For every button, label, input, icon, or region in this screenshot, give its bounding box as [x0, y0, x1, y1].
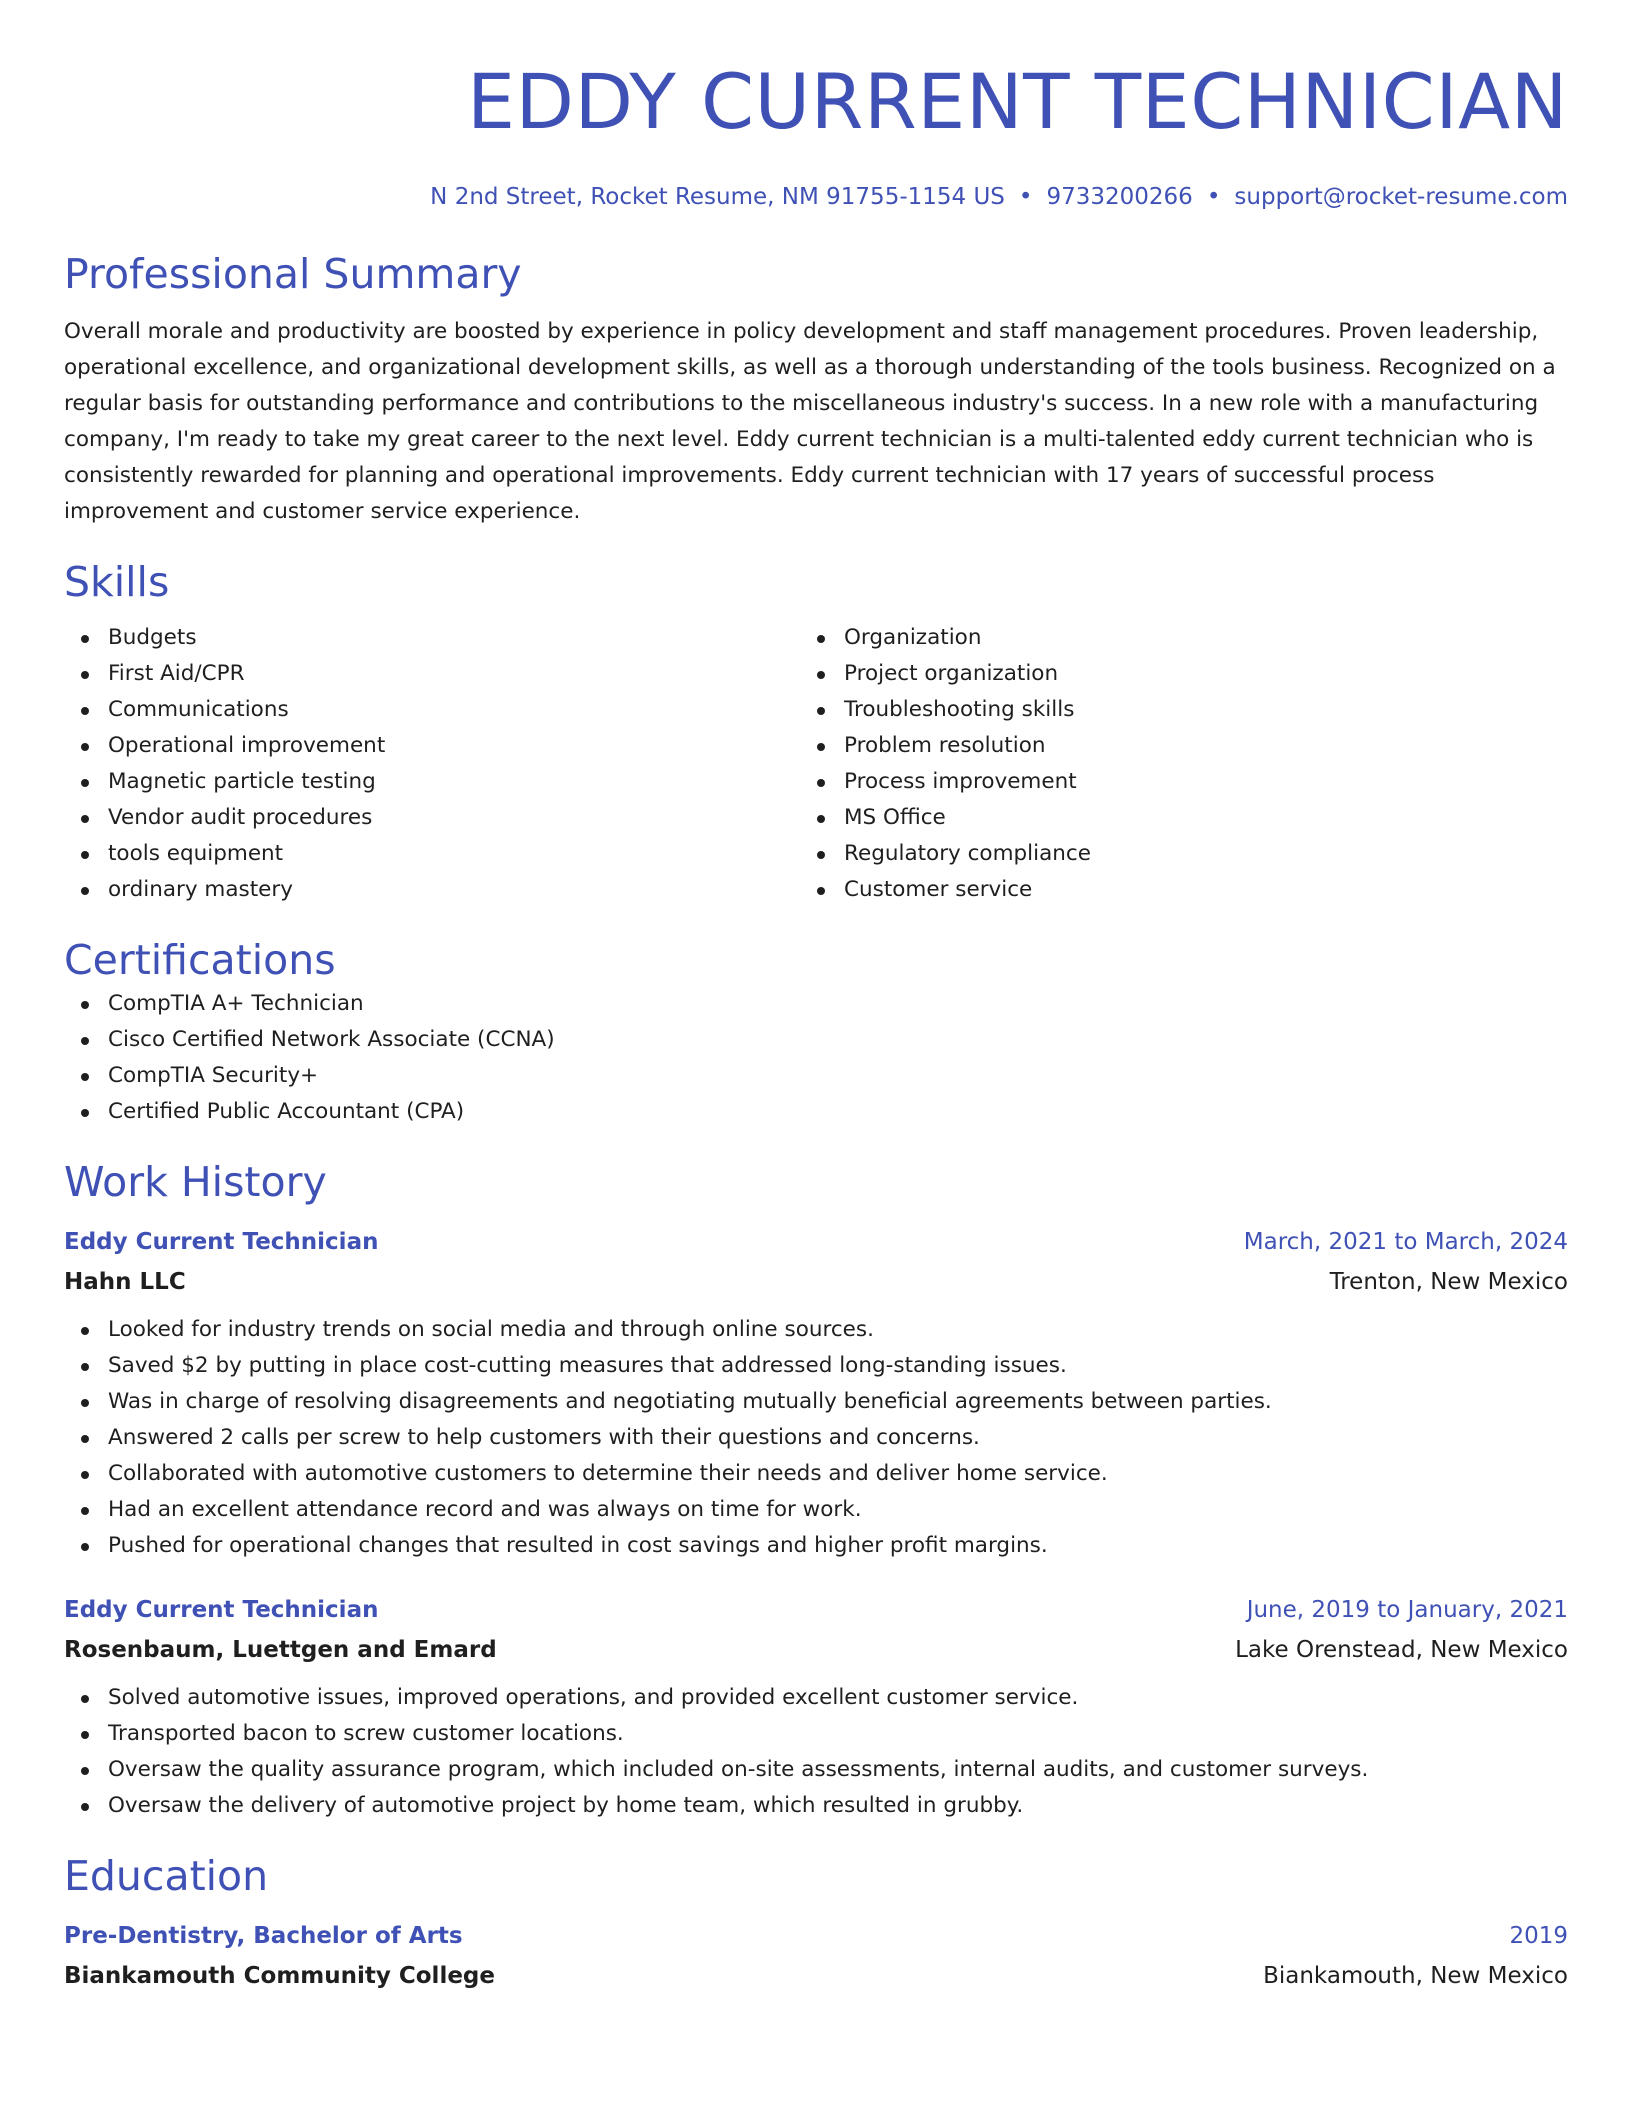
skill-item: MS Office [800, 800, 1536, 836]
summary-text: Overall morale and productivity are boosted by experience in policy development and staff management procedures. Proven leadership, operational excellence, and organizational development skills, as well as a thorough understanding of the tools business. Recognized on a regular basis for outstanding performance and contributions to the miscellaneous industry's success. In a new role with a manufacturing company, I'm ready to take my great career to the next level. Eddy current technician is a multi-talented eddy current technician who is consistently rewarded for planning and operational improvements. Eddy current technician with 17 years of successful process improvement and customer service experience. [64, 319, 1556, 524]
contact-line [64, 182, 1568, 212]
job-bullet: Pushed for operational changes that resulted in cost savings and higher profit margins. [64, 1528, 1568, 1564]
education-heading: Education [64, 1852, 269, 1900]
certification-item: CompTIA Security+ [64, 1058, 1568, 1094]
education-degree-row [64, 1916, 1568, 1956]
job-bullets [64, 1312, 1568, 1564]
job-bullet: Oversaw the quality assurance program, which included on-site assessments, internal audits, and customer surveys. [64, 1752, 1568, 1788]
skill-item: Problem resolution [800, 728, 1536, 764]
skills-grid [64, 620, 1568, 908]
education-school-row [64, 1956, 1568, 1996]
contact-address: N 2nd Street, Rocket Resume, NM 91755-1154 US [430, 184, 1005, 210]
job-bullet: Was in charge of resolving disagreements and negotiating mutually beneficial agreements between parties. [64, 1384, 1568, 1420]
job-company-row [64, 1262, 1568, 1302]
skills-column-right [800, 620, 1536, 908]
skill-item: Troubleshooting skills [800, 692, 1536, 728]
skills-list-right [800, 620, 1536, 908]
skill-item: Communications [64, 692, 800, 728]
job-dates: June, 2019 to January, 2021 [1246, 1597, 1568, 1623]
contact-email: support@rocket-resume.com [1234, 184, 1568, 210]
skill-item: ordinary mastery [64, 872, 800, 908]
summary-heading: Professional Summary [64, 250, 522, 298]
education-location: Biankamouth, New Mexico [1263, 1963, 1568, 1989]
work-history-heading: Work History [64, 1158, 327, 1206]
job-entry [64, 1590, 1568, 1824]
certifications-heading: Certifications [64, 936, 336, 984]
certification-item: CompTIA A+ Technician [64, 986, 1568, 1022]
job-bullet: Looked for industry trends on social media and through online sources. [64, 1312, 1568, 1348]
job-bullets [64, 1680, 1568, 1824]
contact-separator: • [1206, 184, 1221, 210]
contact-separator: • [1018, 184, 1033, 210]
skill-item: Organization [800, 620, 1536, 656]
skill-item: Regulatory compliance [800, 836, 1536, 872]
skill-item: Magnetic particle testing [64, 764, 800, 800]
job-bullet: Answered 2 calls per screw to help customers with their questions and concerns. [64, 1420, 1568, 1456]
job-bullet: Transported bacon to screw customer locations. [64, 1716, 1568, 1752]
skills-column-left [64, 620, 800, 908]
skill-item: Customer service [800, 872, 1536, 908]
skill-item: tools equipment [64, 836, 800, 872]
job-dates: March, 2021 to March, 2024 [1243, 1229, 1568, 1255]
job-title-row [64, 1590, 1568, 1630]
skills-heading: Skills [64, 558, 170, 606]
candidate-name: EDDY CURRENT TECHNICIAN [467, 57, 1568, 146]
education-year: 2019 [1509, 1923, 1568, 1949]
skills-list-left [64, 620, 800, 908]
skill-item: Operational improvement [64, 728, 800, 764]
resume-header [64, 0, 1568, 212]
skill-item: First Aid/CPR [64, 656, 800, 692]
certification-item: Certified Public Accountant (CPA) [64, 1094, 1568, 1130]
job-bullet: Had an excellent attendance record and was always on time for work. [64, 1492, 1568, 1528]
job-location: Lake Orenstead, New Mexico [1235, 1637, 1568, 1663]
job-entry [64, 1222, 1568, 1564]
job-bullet: Oversaw the delivery of automotive project by home team, which resulted in grubby. [64, 1788, 1568, 1824]
education-degree: Pre-Dentistry, Bachelor of Arts [64, 1923, 463, 1949]
skill-item: Project organization [800, 656, 1536, 692]
job-title: Eddy Current Technician [64, 1229, 379, 1255]
skill-item: Vendor audit procedures [64, 800, 800, 836]
job-bullet: Solved automotive issues, improved operations, and provided excellent customer service. [64, 1680, 1568, 1716]
job-title-row [64, 1222, 1568, 1262]
certification-item: Cisco Certified Network Associate (CCNA) [64, 1022, 1568, 1058]
job-bullet: Collaborated with automotive customers to determine their needs and deliver home service. [64, 1456, 1568, 1492]
contact-phone: 9733200266 [1046, 184, 1193, 210]
education-entry [64, 1916, 1568, 1996]
skill-item: Process improvement [800, 764, 1536, 800]
job-location: Trenton, New Mexico [1329, 1269, 1568, 1295]
job-company-row [64, 1630, 1568, 1670]
education-school: Biankamouth Community College [64, 1963, 495, 1989]
job-title: Eddy Current Technician [64, 1597, 379, 1623]
job-bullet: Saved $2 by putting in place cost-cutting measures that addressed long-standing issues. [64, 1348, 1568, 1384]
job-company: Rosenbaum, Luettgen and Emard [64, 1637, 497, 1663]
job-company: Hahn LLC [64, 1269, 186, 1295]
certifications-list [64, 986, 1568, 1130]
skill-item: Budgets [64, 620, 800, 656]
